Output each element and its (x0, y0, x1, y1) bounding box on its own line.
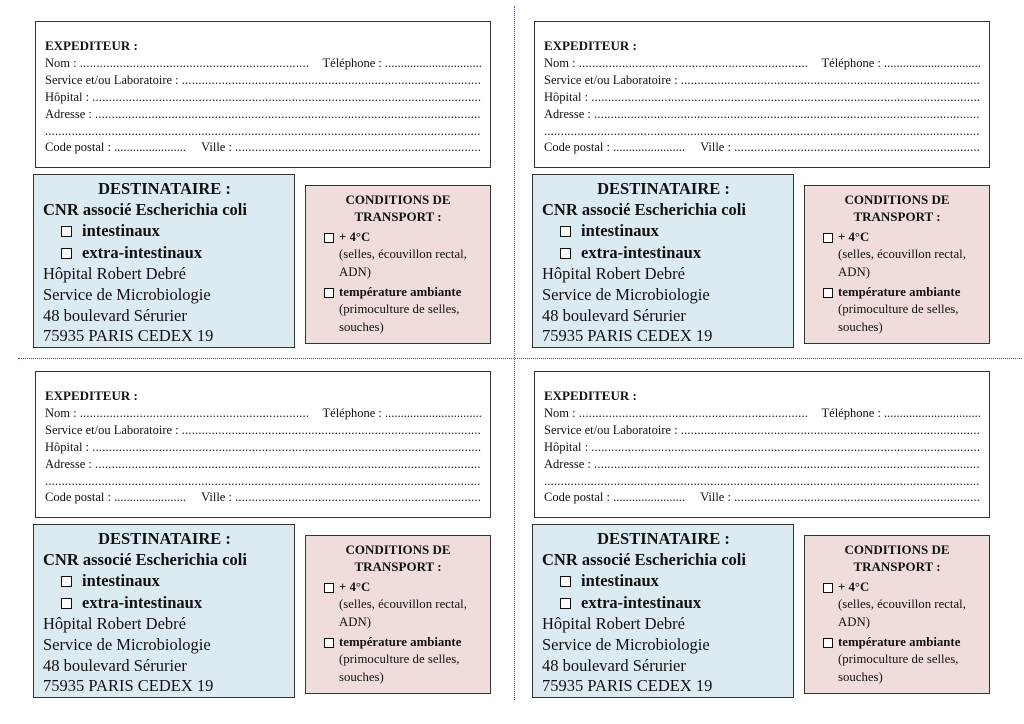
city-label: Ville : (700, 490, 731, 505)
service-label: Service et/ou Laboratoire : (45, 422, 179, 437)
city-field[interactable] (734, 139, 980, 156)
transport-conditions-box (305, 535, 491, 694)
checkbox-ambient[interactable] (823, 638, 833, 648)
name-label: Nom : (544, 405, 576, 420)
transport-option-ambient (324, 284, 482, 301)
option-extra-intestinal (542, 593, 785, 614)
shipping-label-top-left (35, 21, 495, 357)
checkbox-ambient[interactable] (324, 288, 334, 298)
checkbox-intestinal[interactable] (61, 226, 72, 237)
transport-option-ambient-desc: (primoculture de selles, souches) (339, 652, 460, 684)
recipient-box (33, 524, 295, 698)
sender-address-line-2 (544, 473, 980, 490)
option-intestinal-label: intestinaux (82, 571, 160, 591)
postal-label: Code postal : (45, 140, 111, 155)
recipient-box (33, 174, 295, 348)
address-field[interactable] (95, 456, 481, 473)
city-label: Ville : (201, 140, 232, 155)
name-field[interactable] (579, 405, 808, 422)
hospital-field[interactable] (92, 89, 481, 106)
sender-service-line (544, 72, 980, 89)
sender-address-line (544, 456, 980, 473)
recipient-hospital: Hôpital Robert Debré (542, 264, 685, 284)
sender-title: EXPEDITEUR : (45, 388, 138, 403)
sender-address-line-2 (544, 123, 980, 140)
transport-option-ambient-label: température ambiante (838, 635, 961, 650)
sender-postal-line (45, 139, 481, 156)
postal-field[interactable] (613, 139, 686, 156)
hospital-label: Hôpital : (45, 439, 90, 454)
option-intestinal (43, 571, 286, 592)
recipient-city: 75935 PARIS CEDEX 19 (43, 676, 214, 696)
transport-conditions-box (804, 535, 990, 694)
option-extra-intestinal-label: extra-intestinaux (82, 592, 203, 612)
recipient-city: 75935 PARIS CEDEX 19 (542, 676, 713, 696)
transport-option-cold (823, 579, 981, 596)
phone-label: Téléphone : (821, 55, 881, 70)
sender-hospital-line (45, 89, 481, 106)
option-extra-intestinal (43, 243, 286, 264)
city-label: Ville : (201, 490, 232, 505)
address-field[interactable] (95, 106, 481, 123)
sender-postal-line (544, 139, 980, 156)
option-extra-intestinal-label: extra-intestinaux (581, 592, 702, 612)
transport-option-ambient (823, 634, 981, 651)
hospital-label: Hôpital : (544, 439, 589, 454)
checkbox-extra-intestinal[interactable] (560, 598, 571, 609)
option-intestinal (542, 571, 785, 592)
recipient-center: CNR associé Escherichia coli (43, 199, 247, 219)
recipient-title: DESTINATAIRE : (597, 179, 730, 198)
transport-option-cold (324, 229, 482, 246)
hospital-field[interactable] (92, 439, 481, 456)
sender-name-line (45, 55, 481, 72)
transport-option-ambient-label: température ambiante (339, 635, 462, 650)
postal-label: Code postal : (45, 490, 111, 505)
service-field[interactable] (182, 422, 481, 439)
name-label: Nom : (45, 405, 77, 420)
recipient-city: 75935 PARIS CEDEX 19 (542, 326, 713, 346)
option-extra-intestinal (43, 593, 286, 614)
transport-option-ambient (823, 284, 981, 301)
recipient-title: DESTINATAIRE : (98, 529, 231, 548)
transport-option-cold (823, 229, 981, 246)
recipient-hospital: Hôpital Robert Debré (542, 614, 685, 634)
transport-option-ambient-label: température ambiante (838, 285, 961, 300)
option-extra-intestinal-label: extra-intestinaux (581, 242, 702, 262)
checkbox-extra-intestinal[interactable] (560, 248, 571, 259)
address-label: Adresse : (544, 456, 591, 471)
recipient-center: CNR associé Escherichia coli (542, 199, 746, 219)
checkbox-ambient[interactable] (823, 288, 833, 298)
cut-guide-horizontal (18, 358, 1022, 359)
hospital-field[interactable] (591, 89, 980, 106)
address-field-2[interactable] (544, 123, 980, 140)
sender-postal-line (544, 489, 980, 506)
transport-option-ambient-desc: (primoculture de selles, souches) (339, 302, 460, 334)
sender-box (534, 21, 990, 168)
transport-title: CONDITIONS DE TRANSPORT : (844, 192, 950, 225)
transport-conditions-box (305, 185, 491, 344)
sender-hospital-line (544, 89, 980, 106)
address-field[interactable] (594, 456, 980, 473)
sender-name-line (45, 405, 481, 422)
phone-field[interactable] (385, 55, 481, 72)
sender-service-line (45, 422, 481, 439)
recipient-title: DESTINATAIRE : (98, 179, 231, 198)
transport-option-cold-label: + 4°C (339, 229, 371, 244)
transport-option-cold-desc: (selles, écouvillon rectal, ADN) (339, 597, 467, 629)
address-label: Adresse : (45, 456, 92, 471)
address-field[interactable] (594, 106, 980, 123)
shipping-label-bottom-right (534, 371, 994, 707)
sender-box (35, 21, 491, 168)
service-label: Service et/ou Laboratoire : (544, 72, 678, 87)
sender-postal-line (45, 489, 481, 506)
sender-service-line (544, 422, 980, 439)
phone-label: Téléphone : (322, 55, 382, 70)
phone-label: Téléphone : (821, 405, 881, 420)
recipient-center: CNR associé Escherichia coli (542, 549, 746, 569)
address-field-2[interactable] (544, 473, 980, 490)
sender-address-line-2 (45, 123, 481, 140)
recipient-service: Service de Microbiologie (542, 634, 710, 654)
shipping-label-bottom-left (35, 371, 495, 707)
checkbox-intestinal[interactable] (560, 226, 571, 237)
hospital-field[interactable] (591, 439, 980, 456)
hospital-label: Hôpital : (544, 89, 589, 104)
city-label: Ville : (700, 140, 731, 155)
sender-address-line (544, 106, 980, 123)
sender-title: EXPEDITEUR : (544, 388, 637, 403)
transport-option-ambient-desc: (primoculture de selles, souches) (838, 302, 959, 334)
name-label: Nom : (544, 55, 576, 70)
service-label: Service et/ou Laboratoire : (544, 422, 678, 437)
sender-name-line (544, 405, 980, 422)
transport-option-ambient-label: température ambiante (339, 285, 462, 300)
transport-conditions-box (804, 185, 990, 344)
postal-label: Code postal : (544, 140, 610, 155)
cut-guide-vertical (514, 6, 515, 700)
checkbox-cold[interactable] (823, 583, 833, 593)
transport-option-cold (324, 579, 482, 596)
recipient-hospital: Hôpital Robert Debré (43, 614, 186, 634)
postal-field[interactable] (114, 489, 187, 506)
checkbox-ambient[interactable] (324, 638, 334, 648)
recipient-box (532, 174, 794, 348)
recipient-box (532, 524, 794, 698)
sender-box (35, 371, 491, 518)
checkbox-cold[interactable] (823, 233, 833, 243)
sender-name-line (544, 55, 980, 72)
option-intestinal-label: intestinaux (581, 221, 659, 241)
recipient-title: DESTINATAIRE : (597, 529, 730, 548)
recipient-street: 48 boulevard Sérurier (43, 305, 187, 325)
hospital-label: Hôpital : (45, 89, 90, 104)
city-field[interactable] (235, 489, 481, 506)
transport-option-cold-desc: (selles, écouvillon rectal, ADN) (838, 247, 966, 279)
recipient-service: Service de Microbiologie (43, 284, 211, 304)
service-field[interactable] (681, 72, 980, 89)
sender-address-line-2 (45, 473, 481, 490)
phone-field[interactable] (385, 405, 481, 422)
postal-label: Code postal : (544, 490, 610, 505)
option-intestinal (43, 221, 286, 242)
sender-title: EXPEDITEUR : (45, 38, 138, 53)
recipient-street: 48 boulevard Sérurier (542, 305, 686, 325)
phone-field[interactable] (884, 55, 980, 72)
name-label: Nom : (45, 55, 77, 70)
phone-label: Téléphone : (322, 405, 382, 420)
recipient-street: 48 boulevard Sérurier (43, 655, 187, 675)
transport-option-ambient-desc: (primoculture de selles, souches) (838, 652, 959, 684)
checkbox-intestinal[interactable] (560, 576, 571, 587)
option-extra-intestinal (542, 243, 785, 264)
transport-option-ambient (324, 634, 482, 651)
postal-field[interactable] (114, 139, 187, 156)
transport-option-cold-desc: (selles, écouvillon rectal, ADN) (339, 247, 467, 279)
name-field[interactable] (80, 55, 309, 72)
transport-title: CONDITIONS DE TRANSPORT : (345, 542, 451, 575)
sender-hospital-line (544, 439, 980, 456)
address-field-2[interactable] (45, 473, 481, 490)
checkbox-cold[interactable] (324, 583, 334, 593)
checkbox-intestinal[interactable] (61, 576, 72, 587)
shipping-label-top-right (534, 21, 994, 357)
sender-address-line (45, 456, 481, 473)
service-label: Service et/ou Laboratoire : (45, 72, 179, 87)
sender-hospital-line (45, 439, 481, 456)
city-field[interactable] (734, 489, 980, 506)
recipient-service: Service de Microbiologie (43, 634, 211, 654)
recipient-service: Service de Microbiologie (542, 284, 710, 304)
checkbox-extra-intestinal[interactable] (61, 598, 72, 609)
transport-title: CONDITIONS DE TRANSPORT : (345, 192, 451, 225)
name-field[interactable] (80, 405, 309, 422)
transport-option-cold-label: + 4°C (838, 229, 870, 244)
transport-title: CONDITIONS DE TRANSPORT : (844, 542, 950, 575)
address-field-2[interactable] (45, 123, 481, 140)
city-field[interactable] (235, 139, 481, 156)
recipient-hospital: Hôpital Robert Debré (43, 264, 186, 284)
sender-title: EXPEDITEUR : (544, 38, 637, 53)
recipient-center: CNR associé Escherichia coli (43, 549, 247, 569)
option-intestinal-label: intestinaux (82, 221, 160, 241)
checkbox-extra-intestinal[interactable] (61, 248, 72, 259)
postal-field[interactable] (613, 489, 686, 506)
name-field[interactable] (579, 55, 808, 72)
phone-field[interactable] (884, 405, 980, 422)
service-field[interactable] (681, 422, 980, 439)
recipient-city: 75935 PARIS CEDEX 19 (43, 326, 214, 346)
service-field[interactable] (182, 72, 481, 89)
transport-option-cold-desc: (selles, écouvillon rectal, ADN) (838, 597, 966, 629)
address-label: Adresse : (45, 106, 92, 121)
transport-option-cold-label: + 4°C (339, 579, 371, 594)
recipient-street: 48 boulevard Sérurier (542, 655, 686, 675)
sender-address-line (45, 106, 481, 123)
checkbox-cold[interactable] (324, 233, 334, 243)
transport-option-cold-label: + 4°C (838, 579, 870, 594)
option-extra-intestinal-label: extra-intestinaux (82, 242, 203, 262)
sender-box (534, 371, 990, 518)
address-label: Adresse : (544, 106, 591, 121)
option-intestinal-label: intestinaux (581, 571, 659, 591)
sender-service-line (45, 72, 481, 89)
option-intestinal (542, 221, 785, 242)
